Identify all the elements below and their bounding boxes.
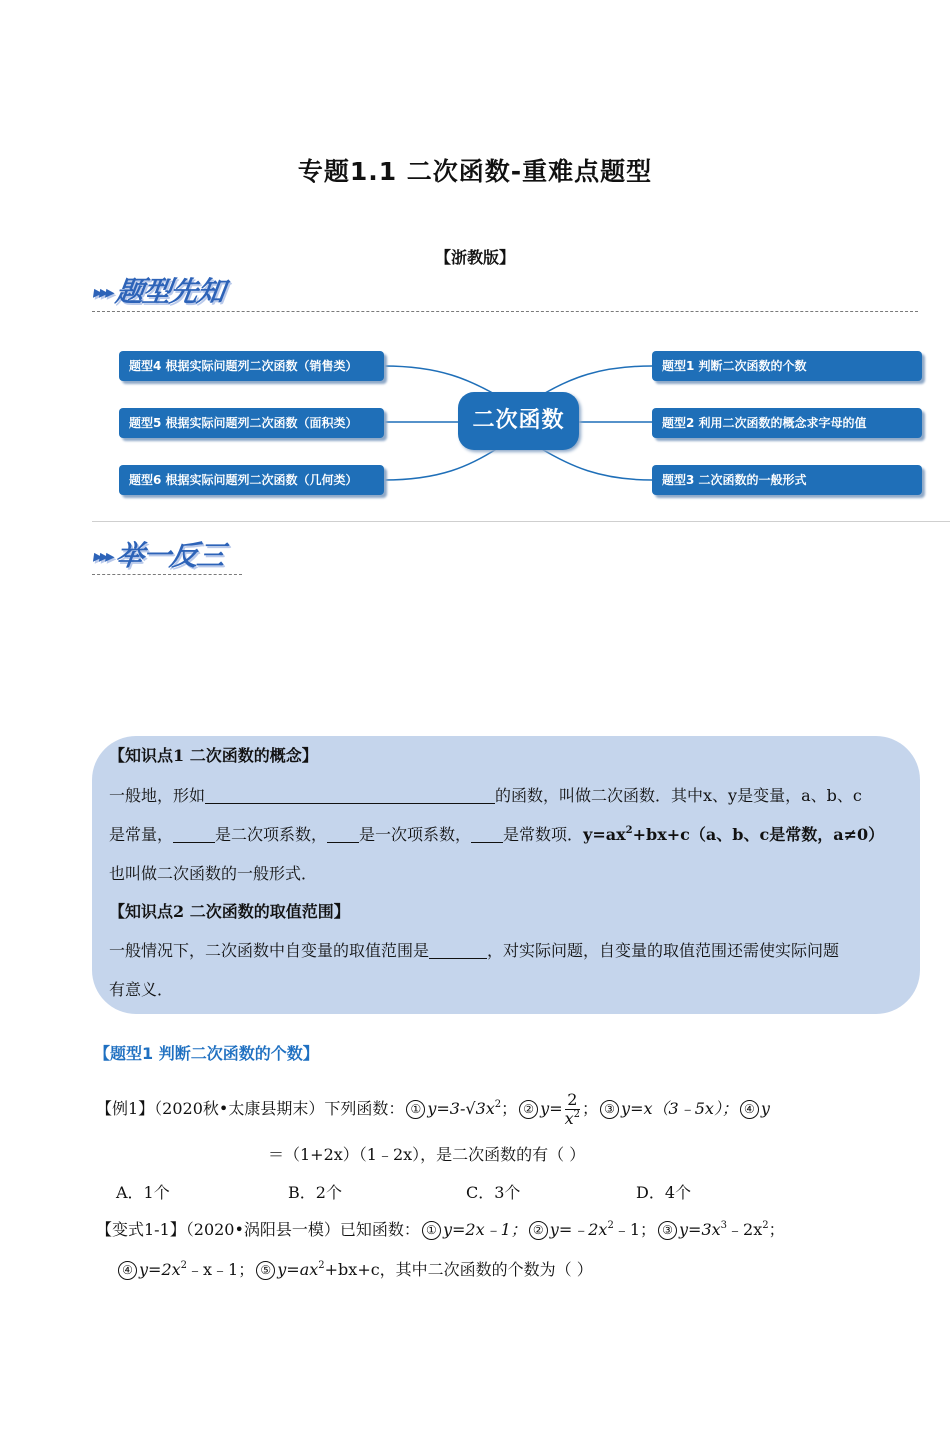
mindmap-left-node: 题型5 根据实际问题列二次函数（面积类） — [119, 408, 384, 438]
fill-blank — [173, 826, 215, 843]
knowledge-line: 也叫做二次函数的一般形式． — [109, 864, 318, 883]
number-marker: ④ — [740, 1100, 759, 1119]
knowledge-line: 有意义． — [109, 980, 174, 999]
mindmap-center-node: 二次函数 — [458, 392, 579, 450]
mindmap-right-node: 题型3 二次函数的一般形式 — [652, 465, 922, 495]
fill-blank — [205, 787, 495, 804]
option-c: C．3个 — [466, 1183, 521, 1202]
example-question: 【例1】（2020秋•太康县期末）下列函数： ① $y=3-√3x^2$； ② y= $\frac{2}{x^2}$ ； ③ y=x（3﹣5x）； ④ y — [96, 1090, 770, 1128]
fill-blank — [429, 942, 487, 959]
section-heading-practice — [91, 534, 227, 574]
knowledge-line: 一般情况下，二次函数中自变量的取值范围是 ，对实际问题，自变量的取值范围还需使实际问题 — [109, 941, 840, 960]
mindmap-right-node: 题型1 判断二次函数的个数 — [652, 351, 922, 381]
number-marker: ① — [406, 1100, 425, 1119]
number-marker: ③ — [658, 1221, 677, 1240]
number-marker: ② — [529, 1221, 548, 1240]
mindmap-left-node: 题型4 根据实际问题列二次函数（销售类） — [119, 351, 384, 381]
fill-blank — [327, 826, 359, 843]
example-question-cont: ＝（1+2x）（1﹣2x），是二次函数的有（ ） — [268, 1145, 586, 1164]
triple-arrow-icon: ▸▸▸ — [92, 282, 114, 303]
mindmap-right-node: 题型2 利用二次函数的概念求字母的值 — [652, 408, 922, 438]
knowledge-point-title: 【知识点1 二次函数的概念】 — [109, 746, 318, 765]
number-marker: ④ — [118, 1261, 137, 1280]
number-marker: ⑤ — [256, 1261, 275, 1280]
knowledge-line: 是常量， 是二次项系数， 是一次项系数， 是常数项．$y=ax^2+bx+c(a$、b、c是常数，a≠0） — [109, 825, 885, 844]
knowledge-line: 一般地，形如 的函数，叫做二次函数．其中x、y是变量，a、b、c — [109, 786, 862, 805]
fill-blank — [471, 826, 503, 843]
page-title: 专题1.1 二次函数-重难点题型 — [297, 157, 653, 186]
dashed-divider — [92, 574, 242, 575]
option-d: D．4个 — [636, 1183, 692, 1202]
triple-arrow-icon: ▸▸▸ — [92, 546, 114, 567]
section-heading-preview — [91, 270, 227, 310]
edition-label: 【浙教版】 — [434, 248, 515, 267]
number-marker: ② — [519, 1100, 538, 1119]
number-marker: ① — [422, 1221, 441, 1240]
knowledge-point-title: 【知识点2 二次函数的取值范围】 — [109, 902, 350, 921]
variant-question: 【变式1-1】（2020•涡阳县一模）已知函数： ① y=2x﹣1； ② $y=﹣2x^2﹣1$； ③ $y=3x^3﹣2x^2$； — [96, 1220, 785, 1239]
type-heading: 【题型1 判断二次函数的个数】 — [94, 1044, 319, 1063]
mindmap-left-node: 题型6 根据实际问题列二次函数（几何类） — [119, 465, 384, 495]
option-a: A．1个 — [116, 1183, 170, 1202]
option-b: B．2个 — [288, 1183, 342, 1202]
section-heading-text: 举一反三 — [113, 539, 227, 572]
dashed-divider — [92, 311, 918, 312]
section-divider — [92, 521, 950, 522]
section-heading-text: 题型先知 — [113, 275, 227, 308]
variant-question-cont: ④ $y=2x^2﹣x﹣1$； ⑤ $y=ax^2+bx+c$，其中二次函数的个数为（ ） — [116, 1260, 593, 1280]
fraction: $\frac{2}{x^2}$ — [564, 1090, 581, 1128]
number-marker: ③ — [600, 1100, 619, 1119]
